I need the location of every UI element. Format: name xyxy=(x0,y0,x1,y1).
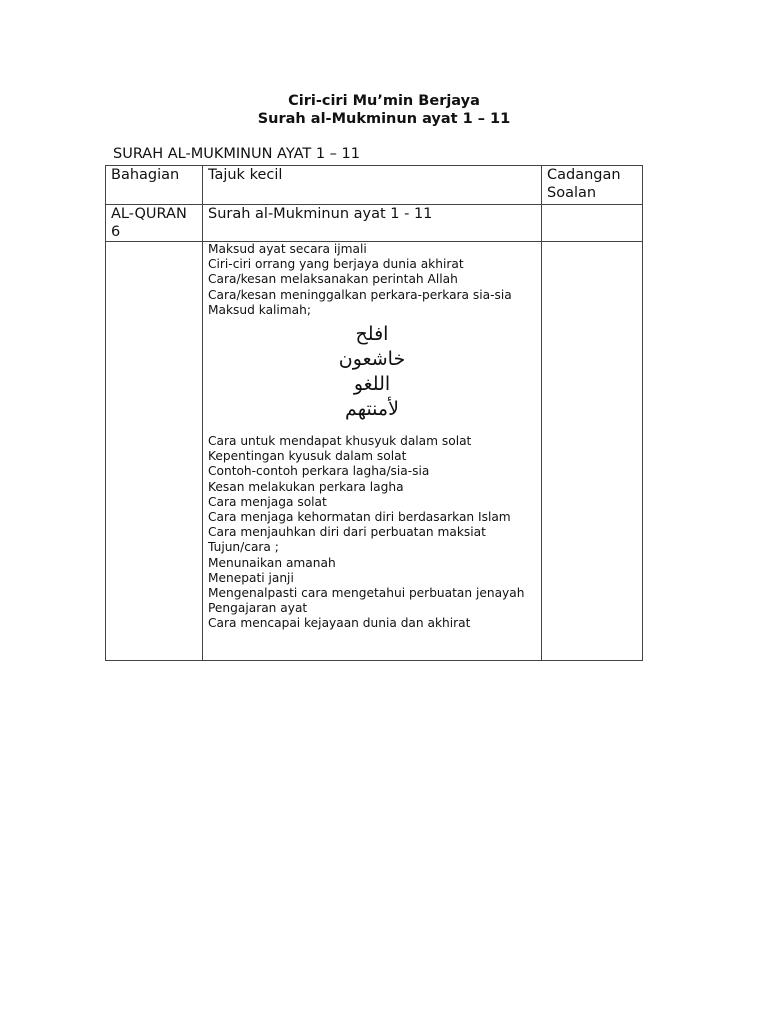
topic-list-top xyxy=(208,242,536,318)
header-cadangan-soalan: Cadangan Soalan xyxy=(542,166,643,205)
arabic-word: خاشعون xyxy=(338,348,406,371)
topic-list-bottom xyxy=(208,434,536,632)
list-item: Maksud ayat secara ijmali xyxy=(208,242,367,256)
list-item: Cara menjaga kehormatan diri berdasarkan Islam xyxy=(208,510,511,525)
cell-bahagian-empty xyxy=(106,242,203,661)
table-header-row xyxy=(106,166,643,205)
arabic-word: لأمنتهم xyxy=(345,398,399,421)
header-bahagian: Bahagian xyxy=(106,166,203,205)
list-item: Cara/kesan meninggalkan perkara-perkara sia-sia xyxy=(208,287,512,302)
list-item: Pengajaran ayat xyxy=(208,601,308,616)
list-item: Tujun/cara ; xyxy=(208,540,279,555)
cell-topic-list xyxy=(203,242,542,661)
cell-bahagian: AL-QURAN 6 xyxy=(106,205,203,242)
list-item: Cara untuk mendapat khusyuk dalam solat xyxy=(208,434,472,449)
list-item: Menunaikan amanah xyxy=(208,555,336,570)
list-item: Ciri-ciri orrang yang berjaya dunia akhirat xyxy=(208,257,464,272)
list-item: Cara menjaga solat xyxy=(208,494,327,509)
list-item: Kepentingan kyusuk dalam solat xyxy=(208,449,407,464)
arabic-word: اللغو xyxy=(353,373,391,396)
table-caption: SURAH AL-MUKMINUN AYAT 1 – 11 xyxy=(113,146,360,162)
cell-tajuk: Surah al-Mukminun ayat 1 - 11 xyxy=(203,205,542,242)
list-item: Cara menjauhkan diri dari perbuatan maksiat xyxy=(208,525,486,540)
list-item: Kesan melakukan perkara lagha xyxy=(208,479,404,494)
table-row xyxy=(106,242,643,661)
list-item: Cara/kesan melaksanakan perintah Allah xyxy=(208,272,458,287)
list-item: Mengenalpasti cara mengetahui perbuatan jenayah xyxy=(208,586,525,601)
table-row xyxy=(106,205,643,242)
list-item: Menepati janji xyxy=(208,570,294,585)
header-tajuk-kecil: Tajuk kecil xyxy=(203,166,542,205)
arabic-word-list xyxy=(208,318,536,434)
cell-cadangan xyxy=(542,205,643,242)
list-item: Cara mencapai kejayaan dunia dan akhirat xyxy=(208,616,471,631)
document-title: Ciri-ciri Mu’min Berjaya xyxy=(288,93,480,109)
syllabus-table xyxy=(105,165,643,661)
list-item: Contoh-contoh perkara lagha/sia-sia xyxy=(208,464,430,479)
list-item: Maksud kalimah; xyxy=(208,302,311,317)
arabic-word: افلح xyxy=(355,323,389,346)
document-subtitle: Surah al-Mukminun ayat 1 – 11 xyxy=(257,111,511,127)
cell-cadangan-empty xyxy=(542,242,643,661)
